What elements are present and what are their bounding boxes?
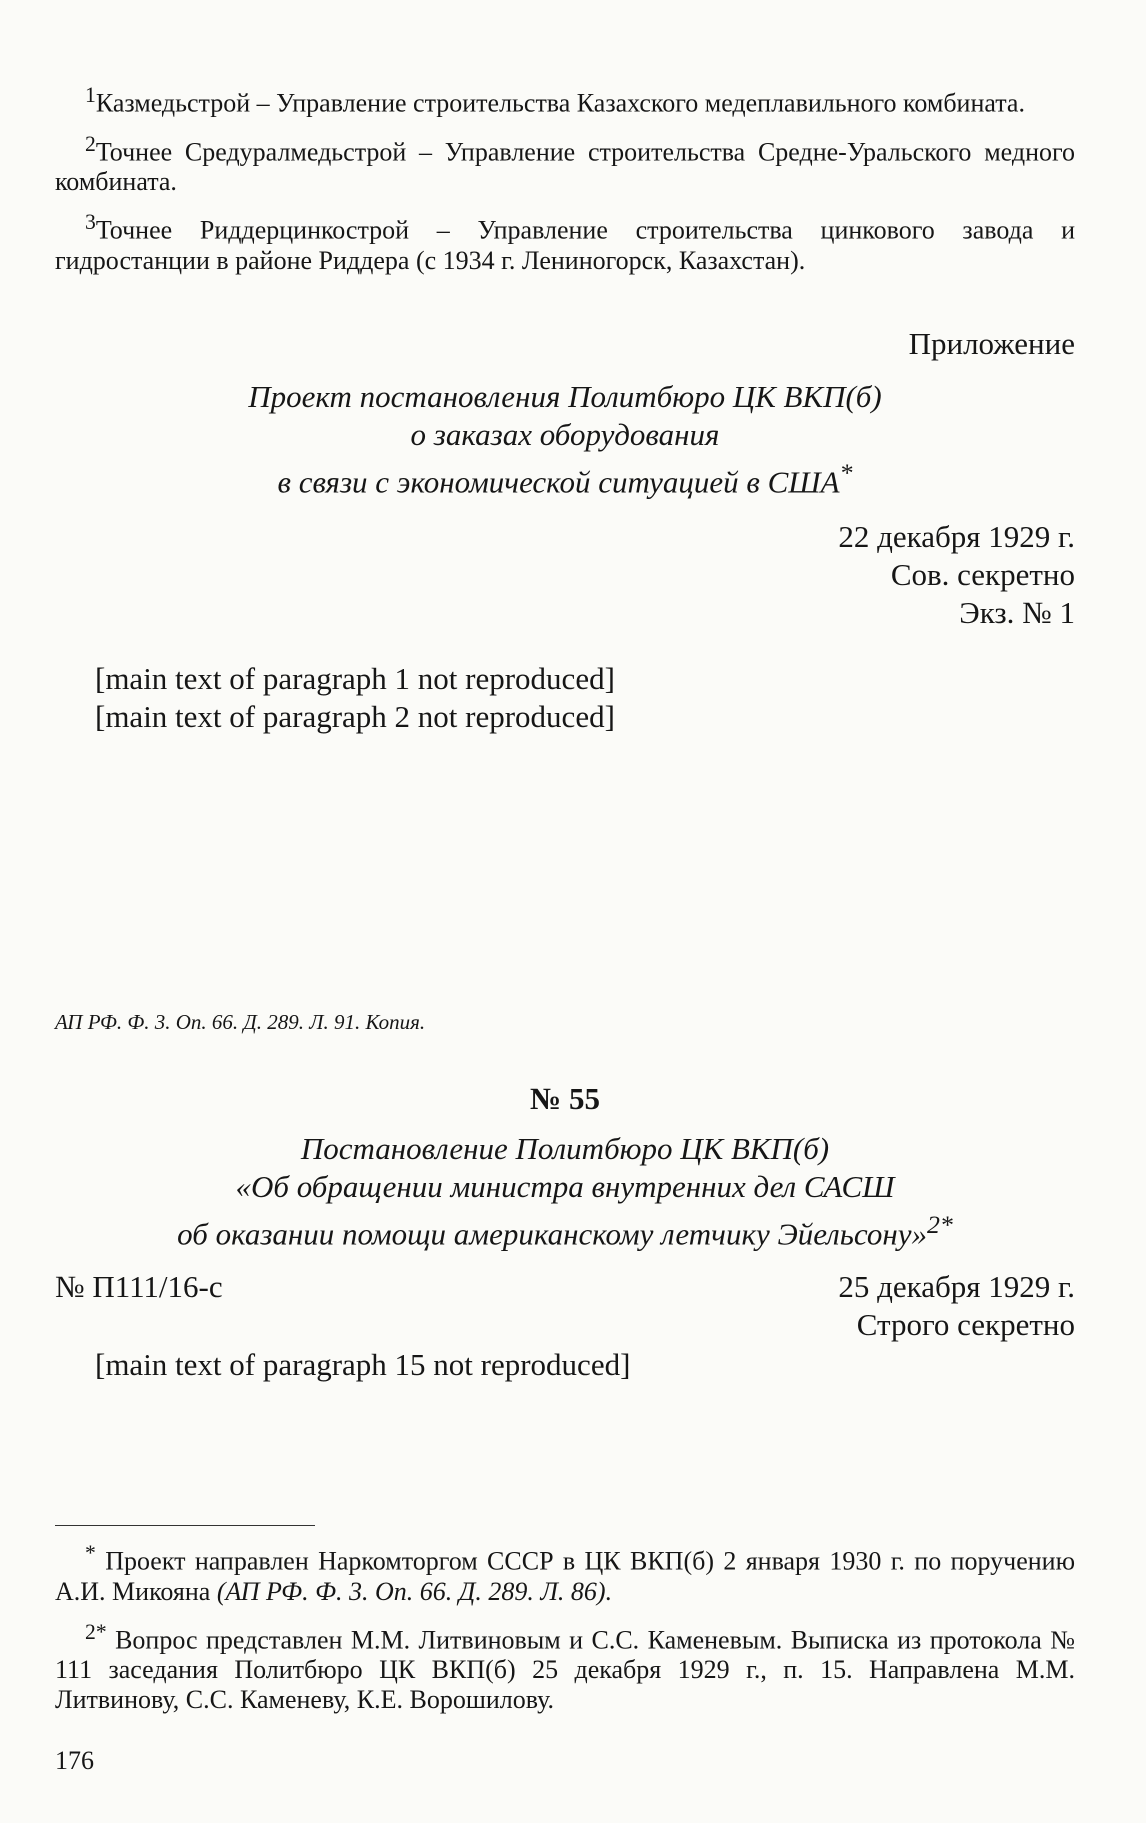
document-number: № 55 [530,1081,600,1116]
appendix-title: Проект постановления Политбюро ЦК ВКП(б) о заказах оборудования в связи с экономической ситуацией в США* [248,379,882,500]
appendix-source: АП РФ. Ф. 3. Оп. 66. Д. 289. Л. 91. Копия. [55,1010,426,1034]
footnote-star: * Проект направлен Наркомторгом СССР в ЦК ВКП(б) 2 января 1930 г. по поручению А.И. Микояна (АП РФ. Ф. 3. Оп. 66. Д. 289. Л. 86). [55,1541,1075,1606]
footnote-2star: $^{2*}$ Вопрос представлен М.М. Литвиновым и С.С. Каменевым. Выписка из протокола № 111 заседания Политбюро ЦК ВКП(б) 25 декабря 1929 г., п. 15. Направлена М.М. Литвинову, С.С. Каменеву, К.Е. Ворошилову. [55,1619,1076,1715]
document-paragraph-15: [main text of paragraph 15 not reproduced] [95,1347,631,1382]
footnote-3: $^3$Точнее Риддерцинкострой – Управление строительства цинкового завода и гидростанции в районе Риддера (с 1934 г. Лениногорск, Казахстан). [55,210,1075,275]
appendix-body [55,660,1075,736]
footnote-2: $^2$Точнее Средуралмедьстрой – Управление строительства Средне-Уральского медного комбината. [55,131,1075,197]
appendix-paragraph-2: [main text of paragraph 2 not reproduced] [95,699,615,734]
document-date: 25 декабря 1929 г. [838,1269,1075,1304]
appendix-paragraph-1: [main text of paragraph 1 not reproduced] [95,661,615,696]
document-meta [55,1268,1075,1306]
top-footnotes [55,80,1075,286]
document-title: Постановление Политбюро ЦК ВКП(б) «Об обращении министра внутренних дел САСШ об оказании помощи американскому летчику Эйельсону»$^{2*}$ [177,1131,953,1252]
bottom-footnotes [55,1538,1075,1725]
appendix-label: Приложение [908,326,1075,361]
footnote-1: $^1$Казмедьстрой – Управление строительства Казахского медеплавильного комбината. [85,83,1025,118]
document-secrecy: Строго секретно [856,1307,1075,1342]
page-number: 176 [55,1746,94,1775]
footnote-rule [55,1525,315,1526]
document-body [55,1346,1075,1384]
protocol-number: № П111/16-с [55,1269,223,1304]
appendix-meta: 22 декабря 1929 г. Сов. секретно Экз. № 1 [838,519,1075,630]
